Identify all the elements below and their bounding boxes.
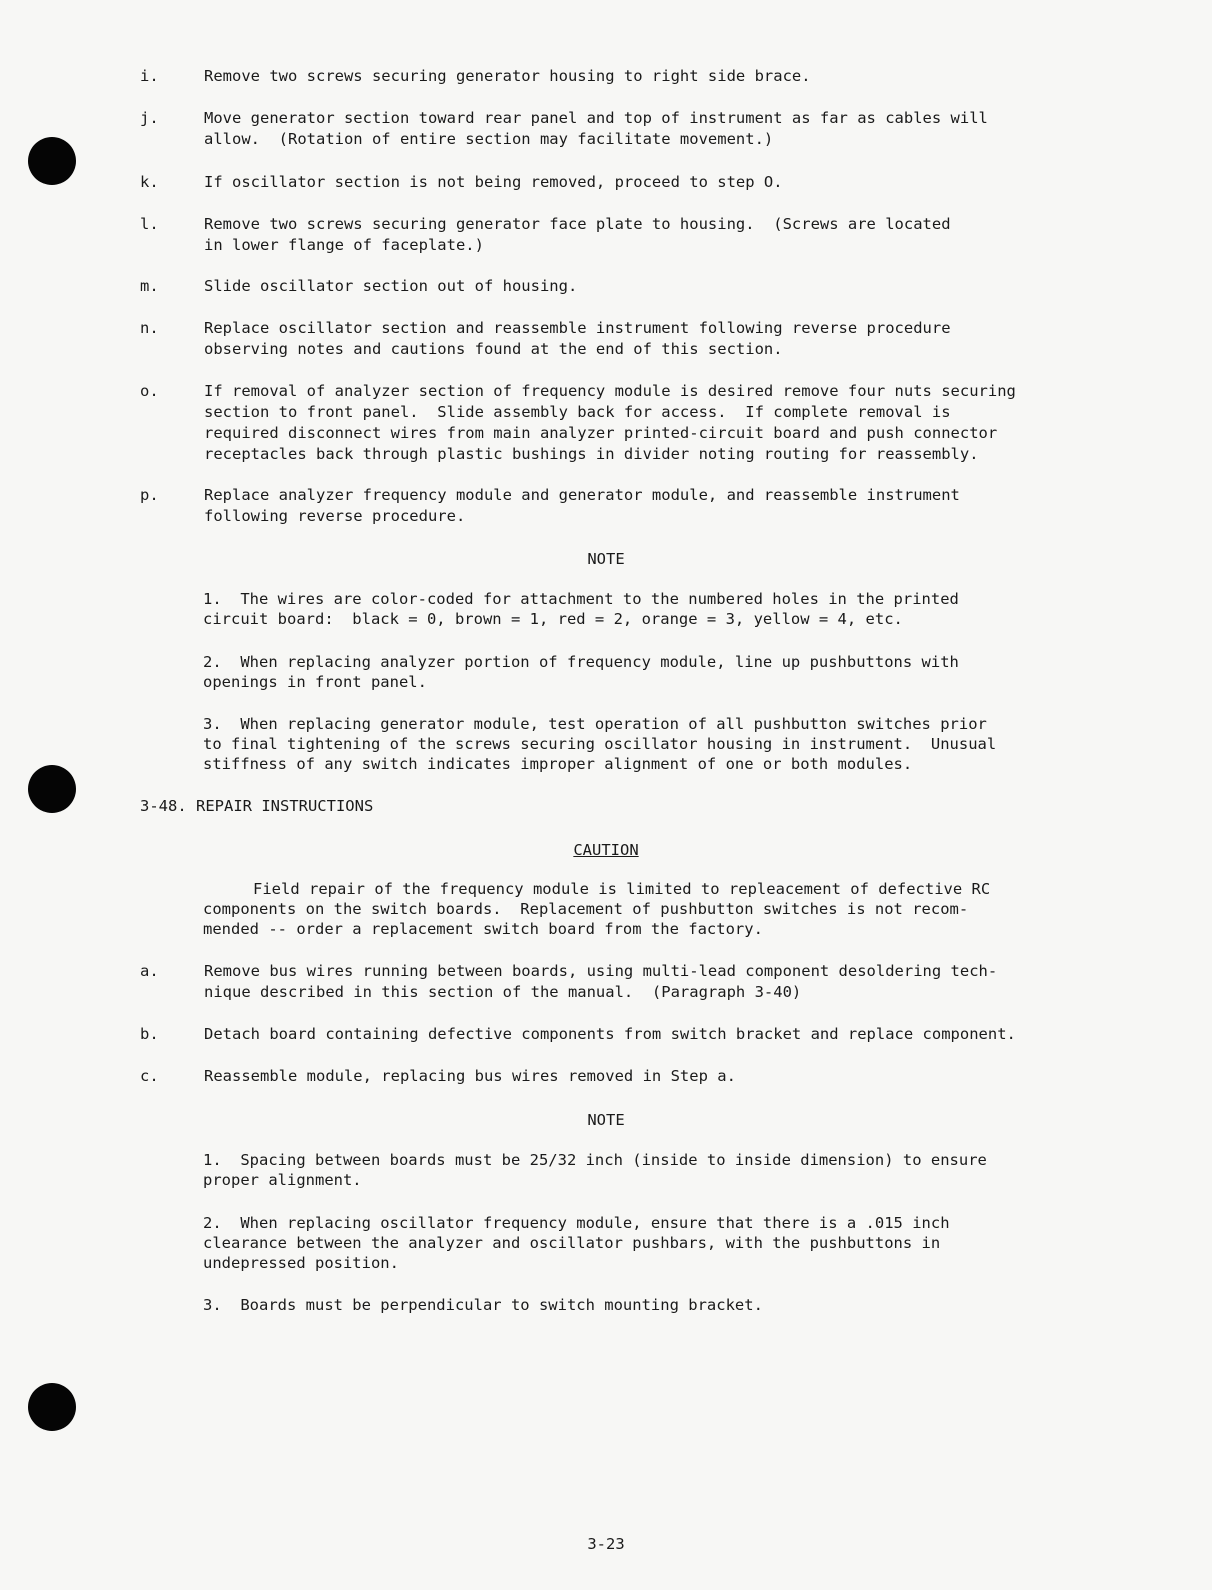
step-label: a. bbox=[140, 962, 159, 980]
step-label: n. bbox=[140, 319, 159, 337]
step-label: o. bbox=[140, 382, 159, 400]
note-item-3: 3. Boards must be perpendicular to switch mounting bracket. bbox=[203, 1296, 763, 1314]
step-i bbox=[140, 66, 1120, 87]
step-text: Replace oscillator section and reassemble instrument following reverse procedure observing notes and cautions found at the end of this section. bbox=[204, 319, 951, 358]
step-label: c. bbox=[140, 1067, 159, 1085]
step-label: l. bbox=[140, 215, 159, 233]
step-text: Move generator section toward rear panel and top of instrument as far as cables will allow. (Rotation of entire section may facilitate movement.) bbox=[204, 109, 988, 148]
step-p bbox=[140, 485, 1120, 527]
step-label: p. bbox=[140, 486, 159, 504]
step-m bbox=[140, 276, 1120, 297]
note-title: NOTE bbox=[587, 550, 625, 568]
note-item-1: 1. Spacing between boards must be 25/32 inch (inside to inside dimension) to ensure proper alignment. bbox=[203, 1151, 987, 1189]
step-j bbox=[140, 108, 1120, 150]
binder-hole-bottom bbox=[28, 1383, 76, 1431]
step-text: Replace analyzer frequency module and generator module, and reassemble instrument following reverse procedure. bbox=[204, 486, 960, 525]
page-number: 3-23 bbox=[587, 1535, 625, 1553]
step-label: k. bbox=[140, 173, 159, 191]
step-c bbox=[140, 1066, 1120, 1087]
step-k bbox=[140, 172, 1120, 193]
step-a bbox=[140, 961, 1120, 1003]
step-label: i. bbox=[140, 67, 159, 85]
step-n bbox=[140, 318, 1120, 360]
step-text: Remove two screws securing generator face plate to housing. (Screws are located in lower flange of faceplate.) bbox=[204, 215, 951, 254]
step-label: j. bbox=[140, 109, 159, 127]
step-label: m. bbox=[140, 277, 159, 295]
note-item-2: 2. When replacing analyzer portion of frequency module, line up pushbuttons with openings in front panel. bbox=[203, 653, 959, 691]
step-text: If oscillator section is not being removed, proceed to step O. bbox=[204, 173, 783, 191]
binder-hole-middle bbox=[28, 765, 76, 813]
step-text: Remove two screws securing generator housing to right side brace. bbox=[204, 67, 811, 85]
step-label: b. bbox=[140, 1025, 159, 1043]
step-text: Remove bus wires running between boards, using multi-lead component desoldering tech- nique described in this section of the manual. (Paragraph 3-40) bbox=[204, 962, 998, 1001]
note-title: NOTE bbox=[587, 1111, 625, 1129]
binder-hole-top bbox=[28, 137, 76, 185]
step-b bbox=[140, 1024, 1120, 1045]
note-item-3: 3. When replacing generator module, test operation of all pushbutton switches prior to final tightening of the screws securing oscillator housing in instrument. Unusual stiffness of any switch indicates improper alignment of one or both modules. bbox=[203, 715, 997, 773]
note-item-2: 2. When replacing oscillator frequency module, ensure that there is a .015 inch clearance between the analyzer and oscillator pushbars, with the pushbuttons in undepressed position. bbox=[203, 1214, 950, 1272]
caution-title: CAUTION bbox=[573, 841, 639, 859]
step-text: Detach board containing defective components from switch bracket and replace component. bbox=[204, 1025, 1016, 1043]
step-text: Reassemble module, replacing bus wires removed in Step a. bbox=[204, 1067, 736, 1085]
note-item-1: 1. The wires are color-coded for attachment to the numbered holes in the printed circuit board: black = 0, brown = 1, red = 2, orange = 3, yellow = 4, etc. bbox=[203, 590, 959, 628]
step-text: If removal of analyzer section of frequency module is desired remove four nuts securing section to front panel. Slide assembly back for access. If complete removal is required disconnect wires from main analyzer printed-circuit board and push connector receptacles back through plastic bushings in divider noting routing for reassembly. bbox=[204, 382, 1016, 463]
section-heading: 3-48. REPAIR INSTRUCTIONS bbox=[140, 797, 374, 815]
caution-text: Field repair of the frequency module is limited to repleacement of defective RC components on the switch boards. Replacement of pushbutton switches is not recom- mended -- order a replacement switch board from the factory. bbox=[203, 880, 991, 938]
step-text: Slide oscillator section out of housing. bbox=[204, 277, 578, 295]
step-o bbox=[140, 381, 1120, 465]
step-l bbox=[140, 214, 1120, 256]
